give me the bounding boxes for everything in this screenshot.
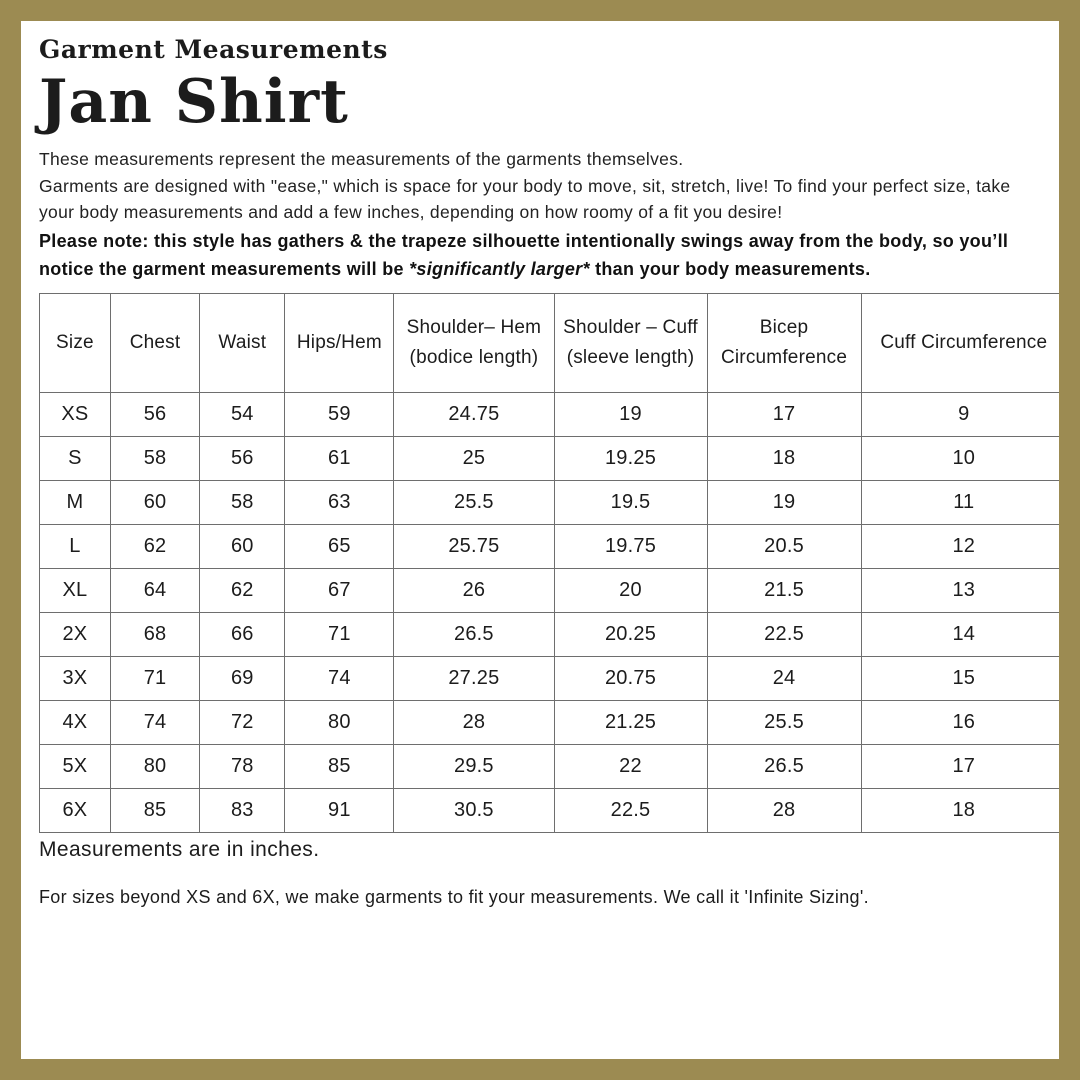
table-row — [40, 656, 1067, 700]
intro-text — [39, 146, 1024, 226]
table-cell: 11 — [861, 480, 1066, 524]
table-cell: 20.25 — [554, 612, 707, 656]
section-label: Garment Measurements — [39, 35, 388, 64]
table-header-row — [40, 293, 1067, 392]
table-cell: 22.5 — [554, 788, 707, 832]
table-cell: 63 — [285, 480, 394, 524]
table-cell: 74 — [285, 656, 394, 700]
table-cell: 59 — [285, 392, 394, 436]
table-cell: 15 — [861, 656, 1066, 700]
table-cell: M — [40, 480, 111, 524]
table-cell: 25.5 — [707, 700, 861, 744]
table-cell: 71 — [285, 612, 394, 656]
table-cell: 16 — [861, 700, 1066, 744]
intro-line-1: These measurements represent the measurements of the garments themselves. — [39, 149, 684, 169]
table-cell: 78 — [200, 744, 285, 788]
table-cell: 19.25 — [554, 436, 707, 480]
table-cell: 25.5 — [394, 480, 554, 524]
table-cell: 74 — [110, 700, 199, 744]
table-cell: 27.25 — [394, 656, 554, 700]
fit-note-emphasis: *significantly larger* — [409, 258, 590, 279]
table-row — [40, 568, 1067, 612]
table-cell: 14 — [861, 612, 1066, 656]
table-cell: 83 — [200, 788, 285, 832]
units-note: Measurements are in inches. — [39, 837, 320, 861]
table-cell: 13 — [861, 568, 1066, 612]
table-cell: 21.25 — [554, 700, 707, 744]
fit-note-prefix: Please note: this style has gathers & the trapeze silhouette intentionally swings away from the body, so you’ll notice the garment measurements will be — [39, 230, 1009, 279]
table-cell: 28 — [707, 788, 861, 832]
table-cell: 9 — [861, 392, 1066, 436]
table-cell: 80 — [285, 700, 394, 744]
table-cell: 20 — [554, 568, 707, 612]
table-row — [40, 392, 1067, 436]
measurement-table — [39, 293, 1067, 833]
table-row — [40, 612, 1067, 656]
page-title: Jan Shirt — [39, 67, 349, 137]
table-cell: 24 — [707, 656, 861, 700]
table-cell: 58 — [200, 480, 285, 524]
table-cell: 54 — [200, 392, 285, 436]
table-body — [40, 392, 1067, 832]
table-cell: 62 — [200, 568, 285, 612]
table-cell: 18 — [861, 788, 1066, 832]
table-cell: 22 — [554, 744, 707, 788]
table-header-cell: Shoulder – Cuff (sleeve length) — [554, 293, 707, 392]
table-cell: 19 — [554, 392, 707, 436]
table-header-cell: Size — [40, 293, 111, 392]
table-cell: 2X — [40, 612, 111, 656]
table-cell: 19 — [707, 480, 861, 524]
table-cell: 56 — [110, 392, 199, 436]
table-row — [40, 744, 1067, 788]
table-cell: 19.5 — [554, 480, 707, 524]
table-row — [40, 788, 1067, 832]
table-cell: 80 — [110, 744, 199, 788]
table-cell: 12 — [861, 524, 1066, 568]
table-cell: XS — [40, 392, 111, 436]
intro-line-2: Garments are designed with "ease," which is space for your body to move, sit, stretch, live! To find your perfect size, take your body measurements and add a few inches, depending on how roomy of a fit you desire! — [39, 175, 1011, 223]
table-cell: 17 — [707, 392, 861, 436]
table-cell: 72 — [200, 700, 285, 744]
table-cell: 64 — [110, 568, 199, 612]
page-content — [21, 21, 1059, 908]
table-cell: 69 — [200, 656, 285, 700]
table-cell: 71 — [110, 656, 199, 700]
table-cell: 29.5 — [394, 744, 554, 788]
table-cell: 26.5 — [707, 744, 861, 788]
table-cell: 22.5 — [707, 612, 861, 656]
table-cell: 56 — [200, 436, 285, 480]
table-cell: 28 — [394, 700, 554, 744]
table-cell: 10 — [861, 436, 1066, 480]
table-cell: 60 — [110, 480, 199, 524]
table-cell: 26.5 — [394, 612, 554, 656]
table-cell: 19.75 — [554, 524, 707, 568]
table-cell: 24.75 — [394, 392, 554, 436]
table-cell: 25 — [394, 436, 554, 480]
table-cell: S — [40, 436, 111, 480]
table-header-cell: Shoulder– Hem (bodice length) — [394, 293, 554, 392]
table-cell: L — [40, 524, 111, 568]
table-cell: 25.75 — [394, 524, 554, 568]
table-row — [40, 700, 1067, 744]
table-cell: 4X — [40, 700, 111, 744]
table-row — [40, 436, 1067, 480]
table-row — [40, 480, 1067, 524]
fit-note-suffix: than your body measurements. — [589, 258, 871, 279]
infinite-sizing-note: For sizes beyond XS and 6X, we make garments to fit your measurements. We call it 'Infinite Sizing'. — [39, 886, 869, 907]
table-cell: 85 — [110, 788, 199, 832]
table-cell: 68 — [110, 612, 199, 656]
table-head — [40, 293, 1067, 392]
table-cell: 66 — [200, 612, 285, 656]
table-cell: 85 — [285, 744, 394, 788]
table-cell: 21.5 — [707, 568, 861, 612]
table-cell: 5X — [40, 744, 111, 788]
table-cell: 58 — [110, 436, 199, 480]
table-header-cell: Waist — [200, 293, 285, 392]
table-cell: 30.5 — [394, 788, 554, 832]
table-header-cell: Hips/Hem — [285, 293, 394, 392]
table-cell: 62 — [110, 524, 199, 568]
table-cell: 67 — [285, 568, 394, 612]
table-cell: XL — [40, 568, 111, 612]
table-cell: 26 — [394, 568, 554, 612]
table-cell: 91 — [285, 788, 394, 832]
table-cell: 20.5 — [707, 524, 861, 568]
table-cell: 17 — [861, 744, 1066, 788]
table-cell: 60 — [200, 524, 285, 568]
table-cell: 65 — [285, 524, 394, 568]
table-row — [40, 524, 1067, 568]
table-cell: 6X — [40, 788, 111, 832]
table-cell: 61 — [285, 436, 394, 480]
table-header-cell: Chest — [110, 293, 199, 392]
table-header-cell: Cuff Circumference — [861, 293, 1066, 392]
fit-note — [39, 228, 1039, 284]
table-cell: 3X — [40, 656, 111, 700]
table-cell: 20.75 — [554, 656, 707, 700]
table-header-cell: Bicep Circumference — [707, 293, 861, 392]
table-cell: 18 — [707, 436, 861, 480]
